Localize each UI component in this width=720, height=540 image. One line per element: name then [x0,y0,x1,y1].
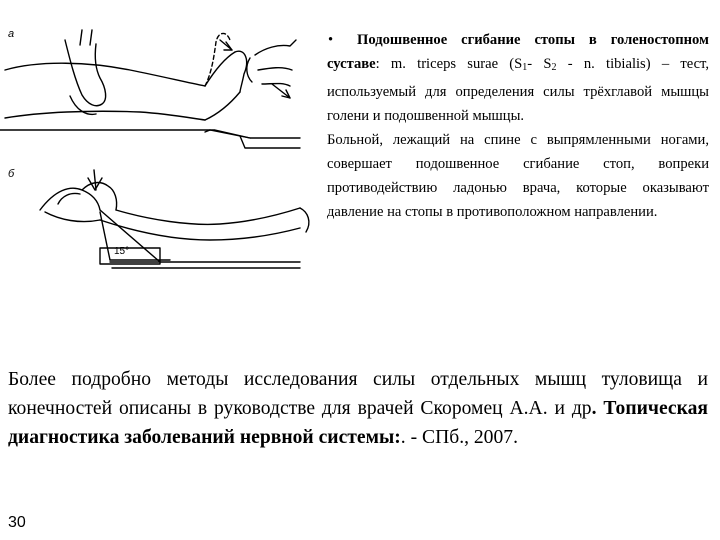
test-heading-paragraph [327,28,709,128]
reference-paragraph [8,365,708,452]
figure-label-a: а [8,28,15,40]
reference-tail: . - СПб., 2007. [400,427,518,448]
reference-book-title: . Топическая диагностика заболеваний нервной системы: [8,398,708,448]
page-number: 30 [8,514,26,531]
illustration [0,0,320,300]
leg-a-bottom [5,111,205,120]
angle-label: 15° [114,246,130,257]
foot-b [40,188,100,210]
subscript-1: 1 [522,62,528,73]
subscript-2: 2 [551,62,557,73]
plantar-flexion-figure [0,0,320,300]
heading-suffix: : m. triceps surae (S [375,56,523,72]
bullet-icon: • [328,32,334,48]
heading-rest: - n. tibialis) – тест, используемый для определения силы трёхглавой мышцы голени и подошвенной мышцы. [327,56,709,124]
leg-a-top [5,63,205,86]
figure-label-b: б [8,168,15,180]
test-description [327,28,709,224]
s2-letter: S [543,56,552,72]
test-heading: Подошвенное сгибание стопы в голеностопном суставе [327,32,709,72]
test-procedure: Больной, лежащий на спине с выпрямленными ногами, совершает подошвенное сгибание стоп, вопреки противодействию ладонью врача, которые оказывают давление на стопы в противоположном направлении. [327,132,709,220]
reference-text: Более подробно методы исследования силы отдельных мышц туловища и конечностей описаны в руководстве для врачей Скоромец А.А. и др [8,369,708,419]
dash: - [527,56,533,72]
